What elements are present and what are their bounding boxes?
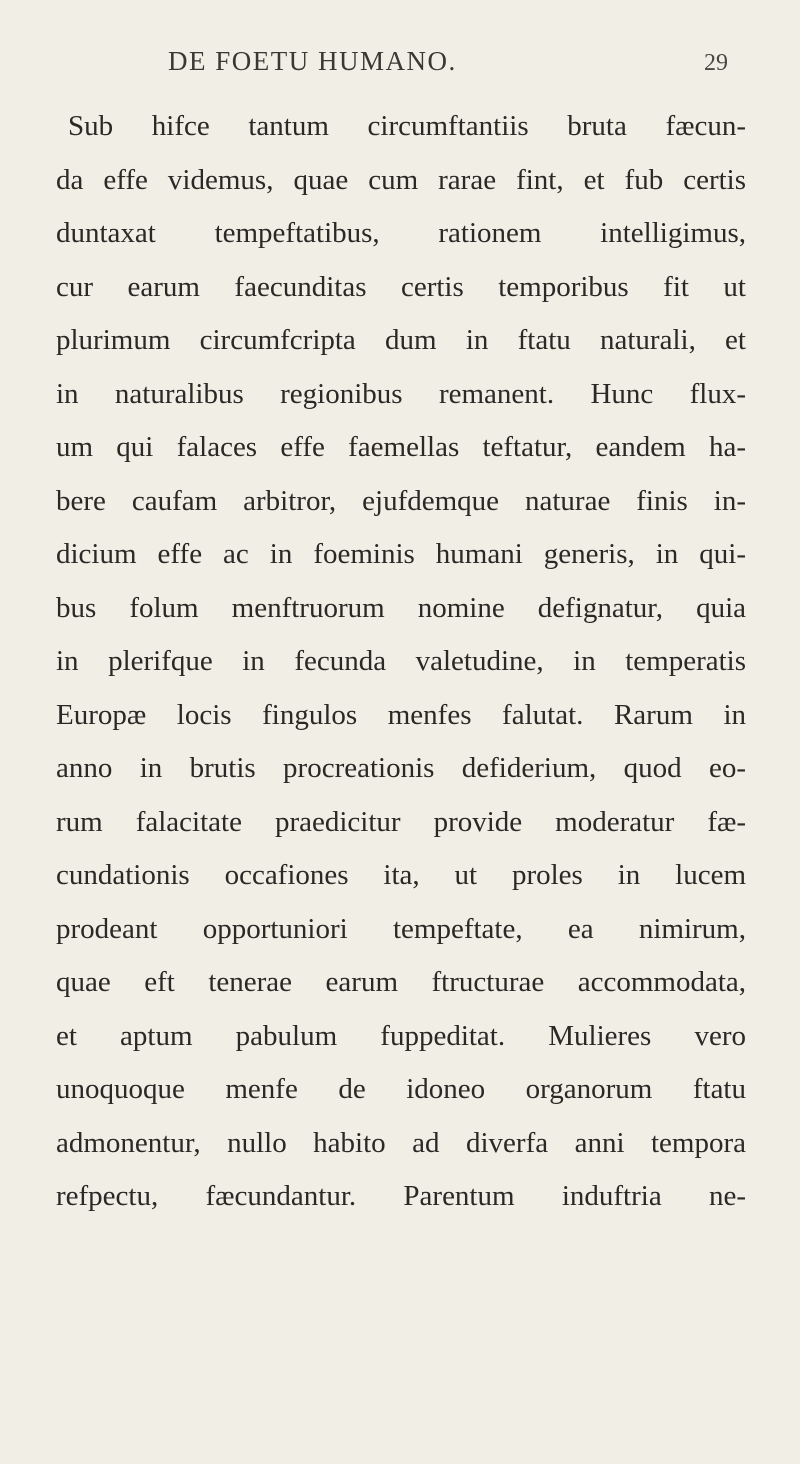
running-title: DE FOETU HUMANO. xyxy=(168,46,457,76)
text-line: cur earum faecunditas certis temporibus fit ut xyxy=(56,270,746,303)
text-line: bus folum menftruorum nomine defignatur, quia xyxy=(56,591,746,624)
page-number: 29 xyxy=(704,50,728,76)
text-line: refpectu, fæcundantur. Parentum induftria ne- xyxy=(56,1180,746,1212)
body-text xyxy=(56,100,746,1224)
text-line: rum falacitate praedicitur provide moderatur fæ- xyxy=(56,805,746,838)
text-line: anno in brutis procreationis defiderium, quod eo- xyxy=(56,752,746,784)
text-line: Europæ locis fingulos menfes falutat. Rarum in xyxy=(56,698,746,731)
text-line: bere caufam arbitror, ejufdemque naturae finis in- xyxy=(56,484,746,517)
text-line: in naturalibus regionibus remanent. Hunc flux- xyxy=(56,377,746,410)
text-line: duntaxat tempeftatibus, rationem intelligimus, xyxy=(56,217,746,249)
running-head xyxy=(0,22,800,82)
text-line: da effe videmus, quae cum rarae fint, et fub certis xyxy=(56,163,746,196)
text-line: unoquoque menfe de idoneo organorum ftatu xyxy=(56,1073,746,1105)
text-line: admonentur, nullo habito ad diverfa anni tempora xyxy=(56,1126,746,1159)
text-line: um qui falaces effe faemellas teftatur, eandem ha- xyxy=(56,431,746,463)
text-line: cundationis occafiones ita, ut proles in lucem xyxy=(56,859,746,891)
text-line: prodeant opportuniori tempeftate, ea nimirum, xyxy=(56,912,746,945)
text-line: Sub hifce tantum circumftantiis bruta fæcun- xyxy=(68,110,746,142)
text-line: plurimum circumfcripta dum in ftatu naturali, et xyxy=(56,324,746,356)
text-line: et aptum pabulum fuppeditat. Mulieres vero xyxy=(56,1019,746,1052)
text-line: quae eft tenerae earum ftructurae accommodata, xyxy=(56,966,746,998)
text-line: in plerifque in fecunda valetudine, in temperatis xyxy=(56,645,746,677)
text-line: dicium effe ac in foeminis humani generis, in qui- xyxy=(56,538,746,570)
